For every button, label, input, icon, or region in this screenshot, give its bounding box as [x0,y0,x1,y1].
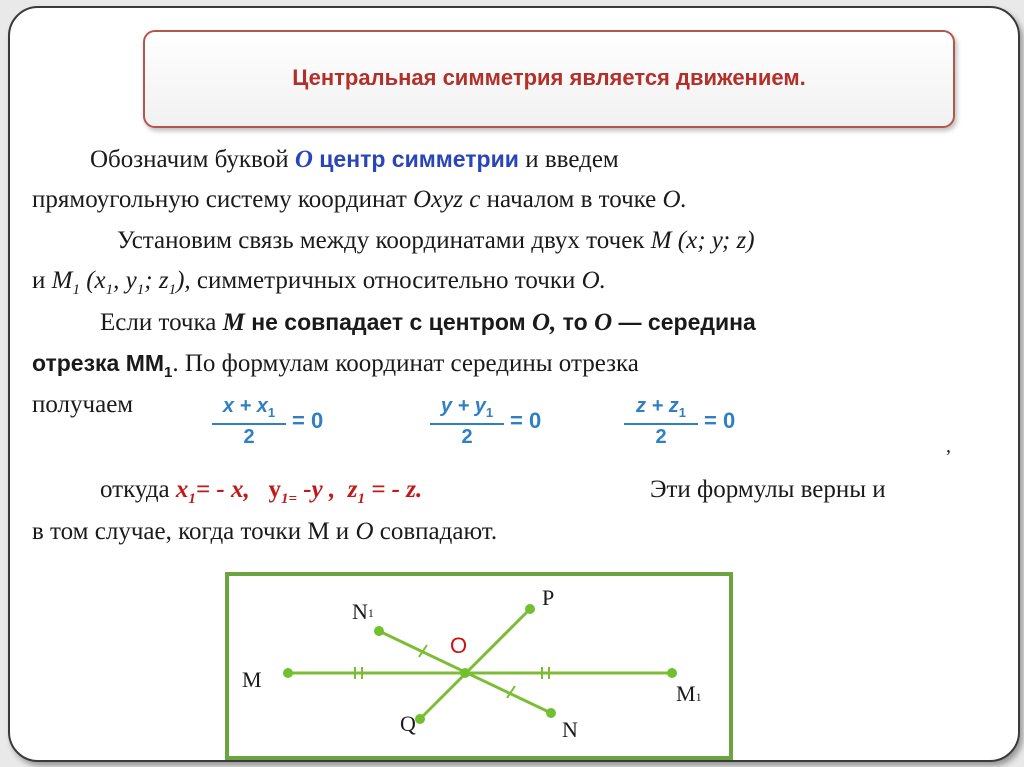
label-n1-sub: 1 [367,606,374,620]
point-q [415,714,425,724]
label-n1-main: N [352,599,368,624]
formula-z-bar [624,423,698,425]
p3-o: О, [531,309,557,336]
diagram-frame [227,574,731,758]
p4-line2-text: в том случае, когда точки М и [32,518,356,545]
p3-m: М [222,309,245,336]
p2-m1: M [51,267,73,294]
formula-y-numerator [430,395,504,420]
label-n: N [562,717,578,742]
p4-x: x [175,476,189,503]
p2-x-sub: 1 [105,282,114,298]
symmetry-diagram [224,571,734,761]
point-m1 [667,668,677,678]
p1-c: с [463,186,481,213]
p2-line2 [32,267,606,299]
p2-close: ), [176,267,191,294]
formula-x-num-sub: 1 [267,405,276,420]
p3-line3: получаем [32,391,134,418]
p1-line2 [32,186,687,214]
p2-y: , y [113,267,137,294]
p3-text-a: Если точка [100,309,223,336]
formula-y-equals: = 0 [510,408,542,433]
p4-z-eq: = - z. [364,476,423,503]
p3-segment: отрезка ММ [32,350,165,376]
label-m1-main: M [676,681,696,706]
p1-oxyz: Охуz [413,186,464,213]
formula-z-equals: = 0 [704,408,736,433]
p2-y-sub: 1 [136,282,145,298]
formula-y-denominator: 2 [461,426,473,448]
p4-line1 [100,476,422,508]
p2-rest: симметричных относительно точки [190,267,582,294]
p2-z-sub: 1 [168,282,177,298]
slide-title: Центральная симметрия является движением. [292,65,806,90]
p3-text-c: то [556,309,595,335]
title-box [143,30,955,128]
p1-line1 [90,146,619,174]
label-q: Q [400,711,416,736]
p1-center-term: центр симметрии [312,146,526,172]
p3-o2: О [594,309,613,336]
p2-m1-sub: 1 [72,282,80,298]
point-p [525,604,535,614]
p4-x-sub: 1 [188,491,196,507]
formula-x-equals: = 0 [292,408,324,433]
p4-line2 [32,518,497,546]
p3-text-b: не совпадает с центром [244,309,532,335]
formula-x-bar [212,423,286,425]
p4-z: z [347,476,358,503]
p3-line2 [32,350,639,381]
label-m1-sub: 1 [695,690,702,704]
point-m [283,668,293,678]
p3-segment-sub: 1 [164,364,173,381]
p2-z: ; z [144,267,169,294]
label-m: M [242,667,262,692]
p4-y: y [268,476,281,503]
label-o: O [450,633,468,658]
p4-y-sub: 1= [280,491,298,507]
point-o [460,668,470,678]
formula-comma: , [946,435,951,457]
p2-line1 [117,227,755,255]
p3-line1 [100,309,756,337]
p1-line2b: началом в точке [480,186,663,213]
formula-z-num-text: z + z [635,395,679,417]
p4-text-a: откуда [100,476,176,503]
p1-text-b: и введем [525,146,619,173]
formula-z-num-sub: 1 [678,405,687,420]
formula-x-denominator: 2 [243,426,255,448]
formula-x-num-text: x + x [222,395,268,417]
formula-x-numerator [212,395,286,420]
p1-text-a: Обозначим буквой [90,146,295,173]
p4-y-eq: -y , [297,476,336,503]
p2-x: (x [79,267,106,294]
p4-x-eq: = - x, [195,476,250,503]
point-n [546,708,556,718]
formula-z-denominator: 2 [655,426,667,448]
formula-y-num-sub: 1 [485,405,494,420]
point-n1 [374,626,384,636]
label-p: P [542,585,555,610]
formula-y-bar [430,423,504,425]
p3-line2b: . По формулам координат середины отрезка [172,350,639,377]
p4-line2-end: совпадают. [373,518,498,545]
p1-point-o: О [294,146,313,173]
p2-text-a: Установим связь между координатами двух точек [117,227,651,254]
p1-line2a: прямоугольную систему координат [32,186,414,213]
p3-text-d: — середина [612,309,756,335]
formula-z-numerator [624,395,698,420]
p2-point-m: М (х; у; z) [650,227,755,254]
p2-o: О. [581,267,606,294]
p4-line1-right: Эти формулы верны и [650,476,886,503]
formula-y-num-text: y + y [440,395,486,417]
p2-line2a: и [32,267,52,294]
p4-o: О [355,518,374,545]
p4-z-sub: 1 [357,491,365,507]
p1-o2: О. [662,186,687,213]
